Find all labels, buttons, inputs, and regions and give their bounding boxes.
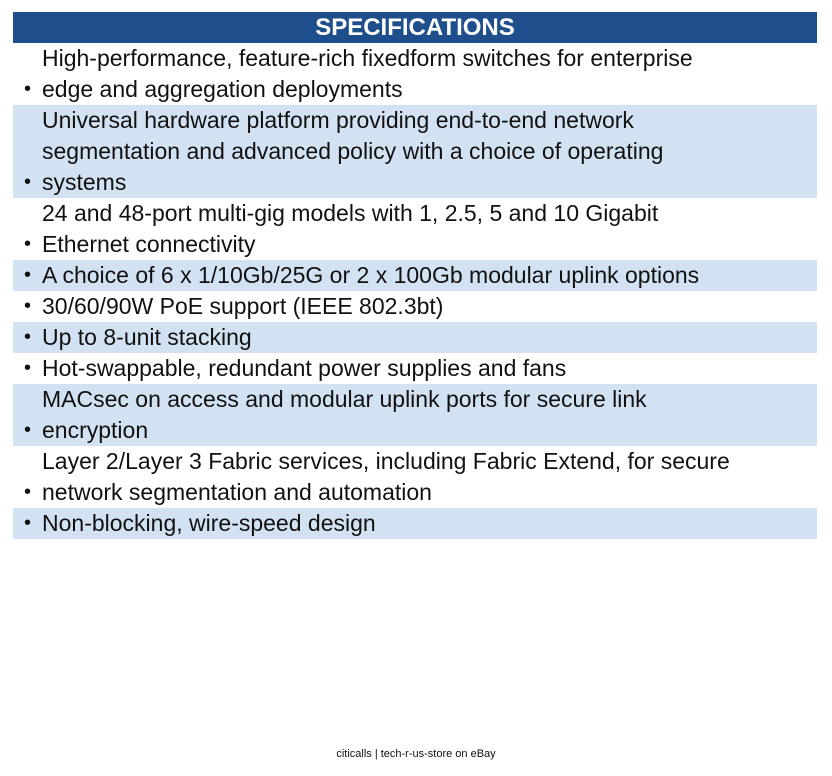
footer-text: citicalls | tech-r-us-store on eBay [336, 748, 496, 760]
spec-line: MACsec on access and modular uplink ports for secure link [42, 386, 647, 412]
spec-line: Hot-swappable, redundant power supplies and fans [42, 355, 567, 381]
spec-row [13, 43, 817, 105]
spec-text [42, 508, 817, 539]
specifications-table [13, 12, 817, 539]
spec-row [13, 198, 817, 260]
bullet-icon: • [23, 512, 31, 534]
spec-row [13, 353, 817, 384]
bullet-icon: • [23, 264, 31, 286]
spec-text [42, 291, 817, 322]
specifications-header: SPECIFICATIONS [13, 12, 817, 43]
spec-line: Up to 8-unit stacking [42, 324, 252, 350]
bullet-icon: • [23, 295, 31, 317]
spec-line: edge and aggregation deployments [42, 76, 403, 102]
bullet-icon: • [23, 419, 31, 441]
spec-line: Layer 2/Layer 3 Fabric services, including Fabric Extend, for secure [42, 448, 730, 474]
spec-row [13, 105, 817, 198]
spec-row [13, 291, 817, 322]
spec-line: Ethernet connectivity [42, 231, 256, 257]
bullet-icon: • [23, 481, 31, 503]
spec-line: network segmentation and automation [42, 479, 432, 505]
spec-row [13, 260, 817, 291]
spec-row [13, 322, 817, 353]
spec-line: A choice of 6 x 1/10Gb/25G or 2 x 100Gb modular uplink options [42, 262, 700, 288]
spec-text [42, 322, 817, 353]
spec-text [42, 260, 817, 291]
bullet-icon: • [23, 357, 31, 379]
spec-text [42, 43, 817, 105]
spec-row [13, 446, 817, 508]
spec-text [42, 105, 817, 198]
bullet-icon: • [23, 171, 31, 193]
spec-row [13, 384, 817, 446]
spec-line: 30/60/90W PoE support (IEEE 802.3bt) [42, 293, 444, 319]
spec-line: segmentation and advanced policy with a choice of operating [42, 138, 664, 164]
bullet-icon: • [23, 233, 31, 255]
spec-line: systems [42, 169, 127, 195]
spec-line: 24 and 48-port multi-gig models with 1, 2.5, 5 and 10 Gigabit [42, 200, 659, 226]
bullet-icon: • [23, 326, 31, 348]
spec-line: Non-blocking, wire-speed design [42, 510, 376, 536]
spec-text [42, 198, 817, 260]
spec-line: encryption [42, 417, 149, 443]
bullet-icon: • [23, 78, 31, 100]
spec-row [13, 508, 817, 539]
spec-line: Universal hardware platform providing end-to-end network [42, 107, 634, 133]
spec-line: High-performance, feature-rich fixedform switches for enterprise [42, 45, 693, 71]
spec-text [42, 384, 817, 446]
spec-text [42, 353, 817, 384]
spec-text [42, 446, 817, 508]
